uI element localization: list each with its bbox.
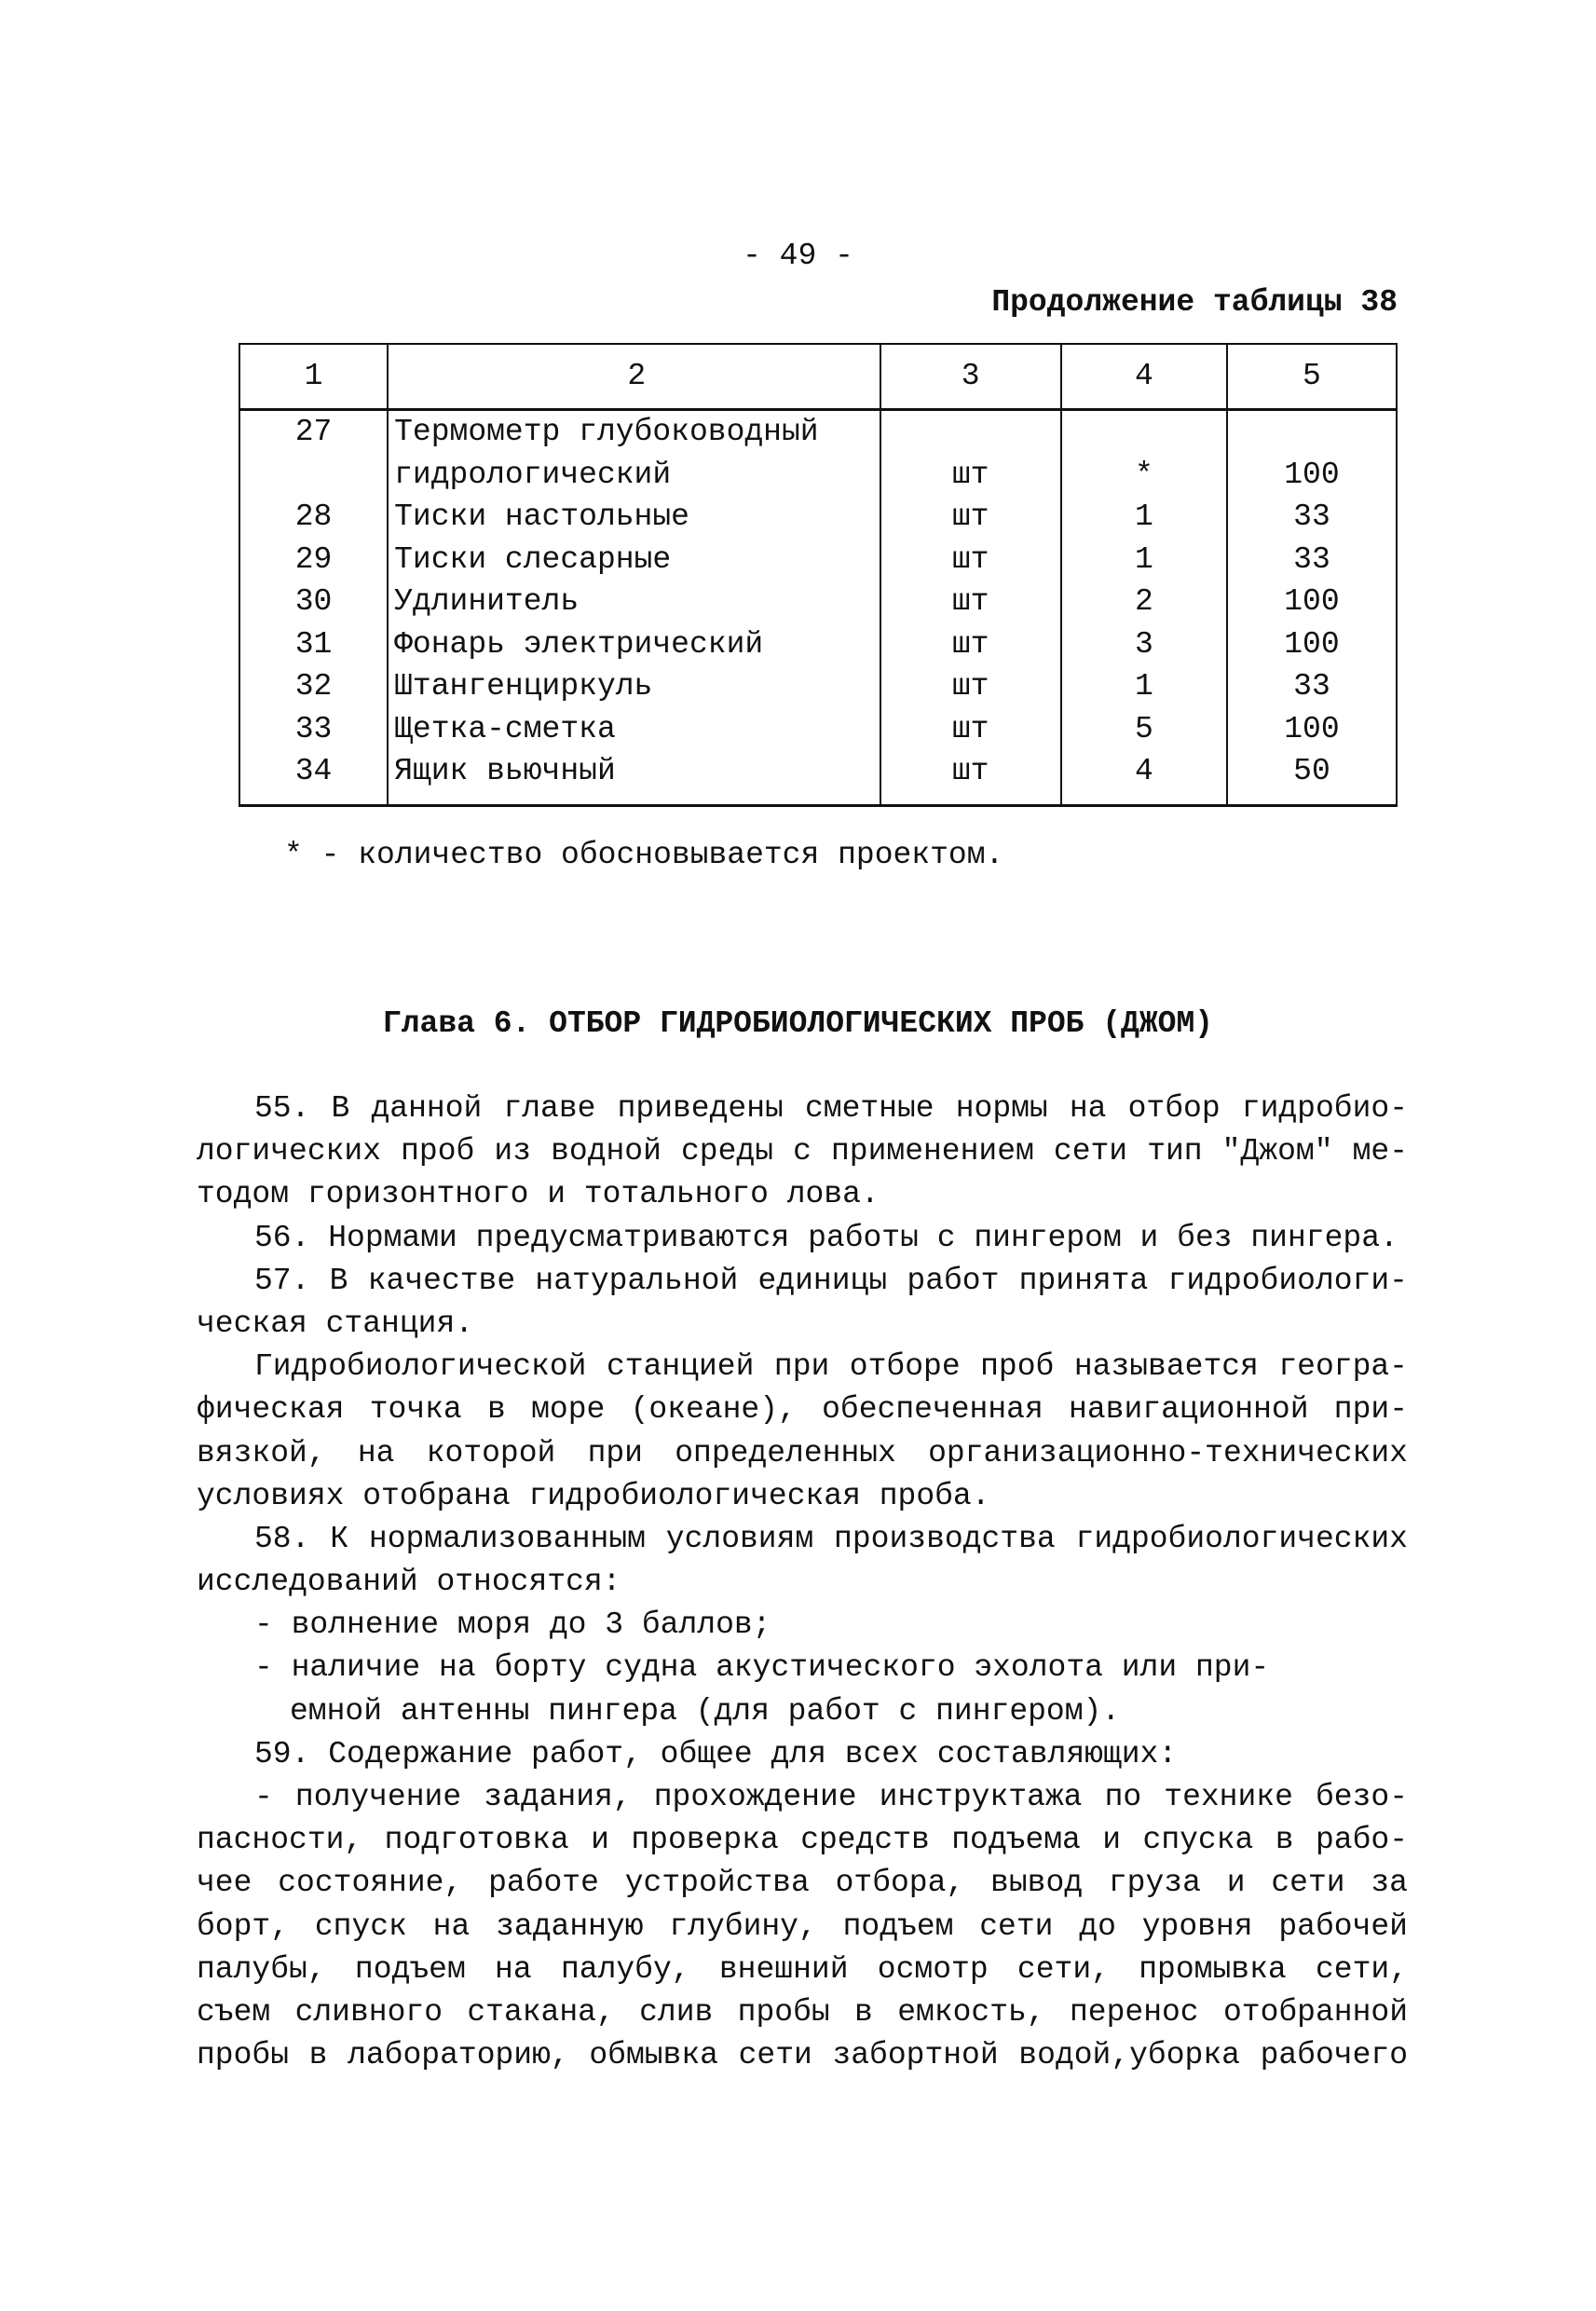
percent: 100 (1227, 454, 1397, 497)
unit: шт (880, 496, 1061, 539)
row-number: 28 (239, 496, 388, 539)
item-name: Тиски слесарные (388, 539, 880, 581)
percent: 100 (1227, 708, 1397, 751)
text-line: исследований относятся: (197, 1565, 621, 1600)
text-line: 56. Нормами предусматриваются работы с пингером и без пингера. (254, 1220, 1398, 1255)
text-line: логических проб из водной среды с применением сети тип "Джом" ме- (197, 1134, 1408, 1169)
quantity: 4 (1061, 750, 1227, 793)
unit: шт (880, 708, 1061, 751)
unit: шт (880, 750, 1061, 793)
percent: 33 (1227, 496, 1397, 539)
row-number: 34 (239, 750, 388, 793)
list-item: - получение задания, прохождение инструктажа по технике безо- (254, 1780, 1408, 1814)
row-number: 31 (239, 623, 388, 666)
col-header-1: 1 (239, 344, 388, 410)
text-line: съем сливного стакана, слив пробы в емкость, перенос отобранной (197, 1994, 1408, 2030)
table-bottom-spacer (239, 793, 1397, 806)
text-line: 59. Содержание работ, общее для всех составляющих: (254, 1736, 1178, 1771)
percent (1227, 410, 1397, 454)
percent: 33 (1227, 665, 1397, 708)
quantity (1061, 410, 1227, 454)
text-line: тодом горизонтного и тотального лова. (197, 1177, 880, 1212)
col-header-5: 5 (1227, 344, 1397, 410)
quantity: 2 (1061, 581, 1227, 623)
table-row (239, 539, 1397, 581)
table-row (239, 496, 1397, 539)
quantity: 1 (1061, 496, 1227, 539)
row-number: 27 (239, 410, 388, 454)
quantity: 1 (1061, 665, 1227, 708)
unit: шт (880, 581, 1061, 623)
item-name: Фонарь электрический (388, 623, 880, 666)
item-name: Удлинитель (388, 581, 880, 623)
unit: шт (880, 454, 1061, 497)
percent: 100 (1227, 623, 1397, 666)
table-continuation-label: Продолжение таблицы 38 (991, 285, 1398, 320)
list-item-continuation: емной антенны пингера (для работ с пингером). (290, 1693, 1121, 1729)
table-row (239, 708, 1397, 751)
text-line: 57. В качестве натуральной единицы работ принята гидробиологи- (254, 1263, 1408, 1298)
unit (880, 410, 1061, 454)
quantity: 3 (1061, 623, 1227, 666)
list-item: - наличие на борту судна акустического эхолота или при- (254, 1650, 1270, 1686)
unit: шт (880, 539, 1061, 581)
text-line: борт, спуск на заданную глубину, подъем сети до уровня рабочей (197, 1908, 1408, 1944)
percent: 100 (1227, 581, 1397, 623)
percent: 50 (1227, 750, 1397, 793)
row-number: 29 (239, 539, 388, 581)
table-row (239, 623, 1397, 666)
quantity: * (1061, 454, 1227, 497)
text-line: чее состояние, работе устройства отбора, вывод груза и сети за (197, 1866, 1408, 1901)
table-row (239, 410, 1397, 454)
text-line: палубы, подъем на палубу, внешний осмотр сети, промывка сети, (197, 1951, 1408, 1987)
table-row (239, 665, 1397, 708)
table-footnote: * - количество обосновывается проектом. (284, 838, 1004, 872)
unit: шт (880, 623, 1061, 666)
item-name: Термометр глубоководный (388, 410, 880, 454)
col-header-3: 3 (880, 344, 1061, 410)
body-text (197, 1087, 1408, 2077)
table-header-row (239, 344, 1397, 410)
row-number: 32 (239, 665, 388, 708)
text-line: вязкой, на которой при определенных организационно-технических (197, 1435, 1408, 1470)
text-line: пасности, подготовка и проверка средств подъема и спуска в рабо- (197, 1823, 1408, 1858)
list-item: - волнение моря до 3 баллов; (254, 1607, 771, 1643)
col-header-4: 4 (1061, 344, 1227, 410)
table-row (239, 454, 1397, 497)
table-row (239, 750, 1397, 793)
row-number (239, 454, 388, 497)
text-line: 58. К нормализованным условиям производства гидробиологических (254, 1521, 1408, 1556)
quantity: 1 (1061, 539, 1227, 581)
item-name: Ящик вьючный (388, 750, 880, 793)
unit: шт (880, 665, 1061, 708)
text-line: пробы в лабораторию, обмывка сети забортной водой,уборка рабочего (197, 2038, 1408, 2073)
row-number: 30 (239, 581, 388, 623)
text-line: фическая точка в море (океане), обеспеченная навигационной при- (197, 1392, 1408, 1428)
text-line: Гидробиологической станцией при отборе проб называется геогра- (254, 1349, 1408, 1385)
text-line: условиях отобрана гидробиологическая проба. (197, 1478, 990, 1513)
col-header-2: 2 (388, 344, 880, 410)
item-name: гидрологический (388, 454, 880, 497)
page-number: - 49 - (743, 239, 853, 273)
equipment-table (239, 343, 1398, 807)
quantity: 5 (1061, 708, 1227, 751)
chapter-heading: Глава 6. ОТБОР ГИДРОБИОЛОГИЧЕСКИХ ПРОБ (ДЖОМ) (382, 1006, 1214, 1041)
item-name: Штангенциркуль (388, 665, 880, 708)
percent: 33 (1227, 539, 1397, 581)
text-line: 55. В данной главе приведены сметные нормы на отбор гидробио- (254, 1091, 1408, 1126)
row-number: 33 (239, 708, 388, 751)
item-name: Тиски настольные (388, 496, 880, 539)
item-name: Щетка-сметка (388, 708, 880, 751)
text-line: ческая станция. (197, 1306, 474, 1341)
table-row (239, 581, 1397, 623)
